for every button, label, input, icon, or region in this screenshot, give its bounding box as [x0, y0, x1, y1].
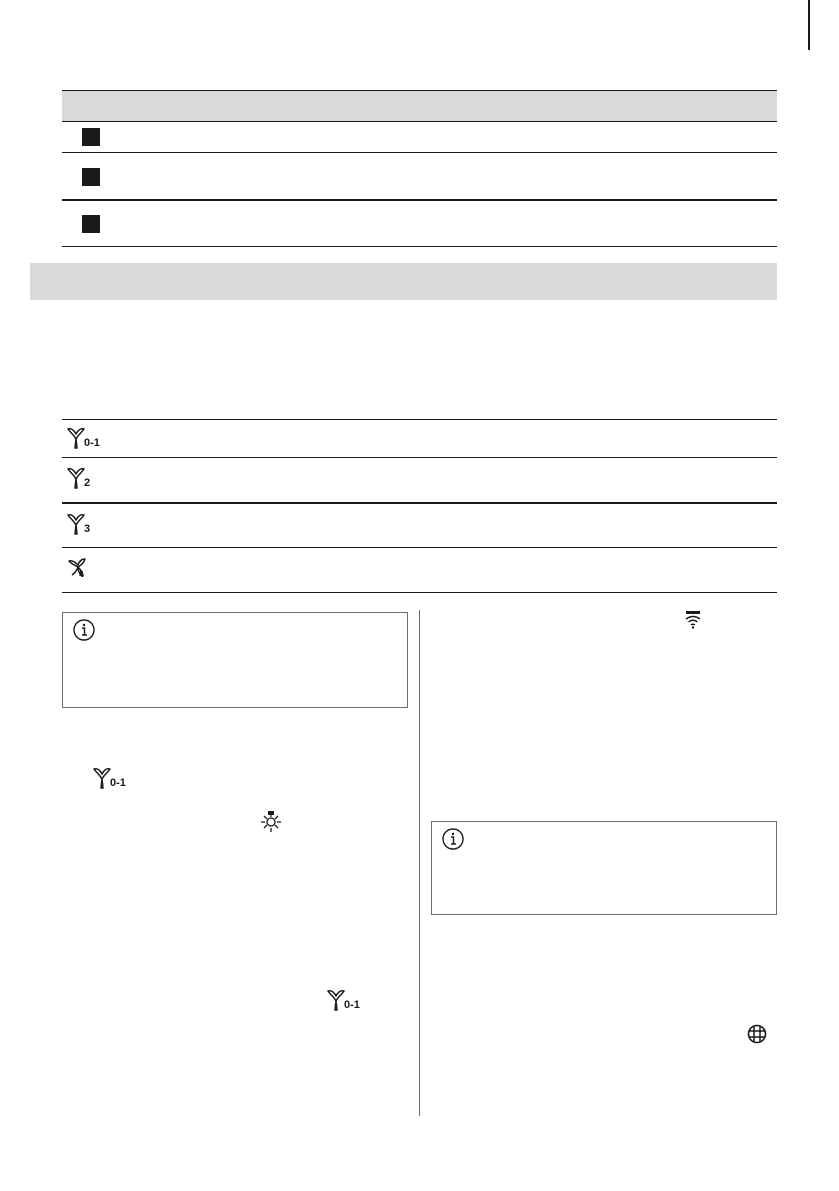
light-icon	[258, 810, 284, 839]
fan-speed-label: 0-1	[84, 437, 100, 449]
grid-icon	[747, 1024, 767, 1049]
black-square-symbol	[82, 215, 100, 233]
fan-speed-label: 2	[84, 477, 91, 489]
fan-speed-icon	[66, 424, 100, 450]
symbol-table-header	[62, 90, 777, 122]
fan-speed-label: 3	[84, 523, 91, 535]
info-note-box	[431, 821, 777, 915]
table-row	[62, 458, 777, 504]
info-icon	[442, 828, 464, 855]
table-row	[62, 548, 777, 593]
table-row	[62, 420, 777, 458]
fan-speed-icon	[326, 986, 360, 1012]
table-row	[62, 201, 777, 247]
fan-boost-icon	[66, 554, 90, 580]
cut-mark	[808, 0, 810, 50]
black-square-symbol	[82, 128, 100, 146]
info-note-box	[62, 612, 408, 708]
fan-speed-icon	[92, 764, 126, 790]
table-row	[62, 504, 777, 548]
fan-speed-icon	[66, 464, 90, 490]
fan-speed-label: 0-1	[344, 999, 360, 1011]
table-row	[62, 122, 777, 153]
section-heading-band	[30, 263, 777, 300]
info-icon	[73, 619, 95, 646]
fan-speed-table	[62, 419, 777, 593]
fan-speed-icon	[66, 510, 90, 536]
hob-to-hood-wireless-icon	[684, 610, 702, 635]
fan-speed-label: 0-1	[110, 777, 126, 789]
table-row	[62, 153, 777, 201]
black-square-symbol	[82, 168, 100, 186]
symbol-table	[62, 90, 777, 247]
column-divider	[419, 610, 420, 1116]
